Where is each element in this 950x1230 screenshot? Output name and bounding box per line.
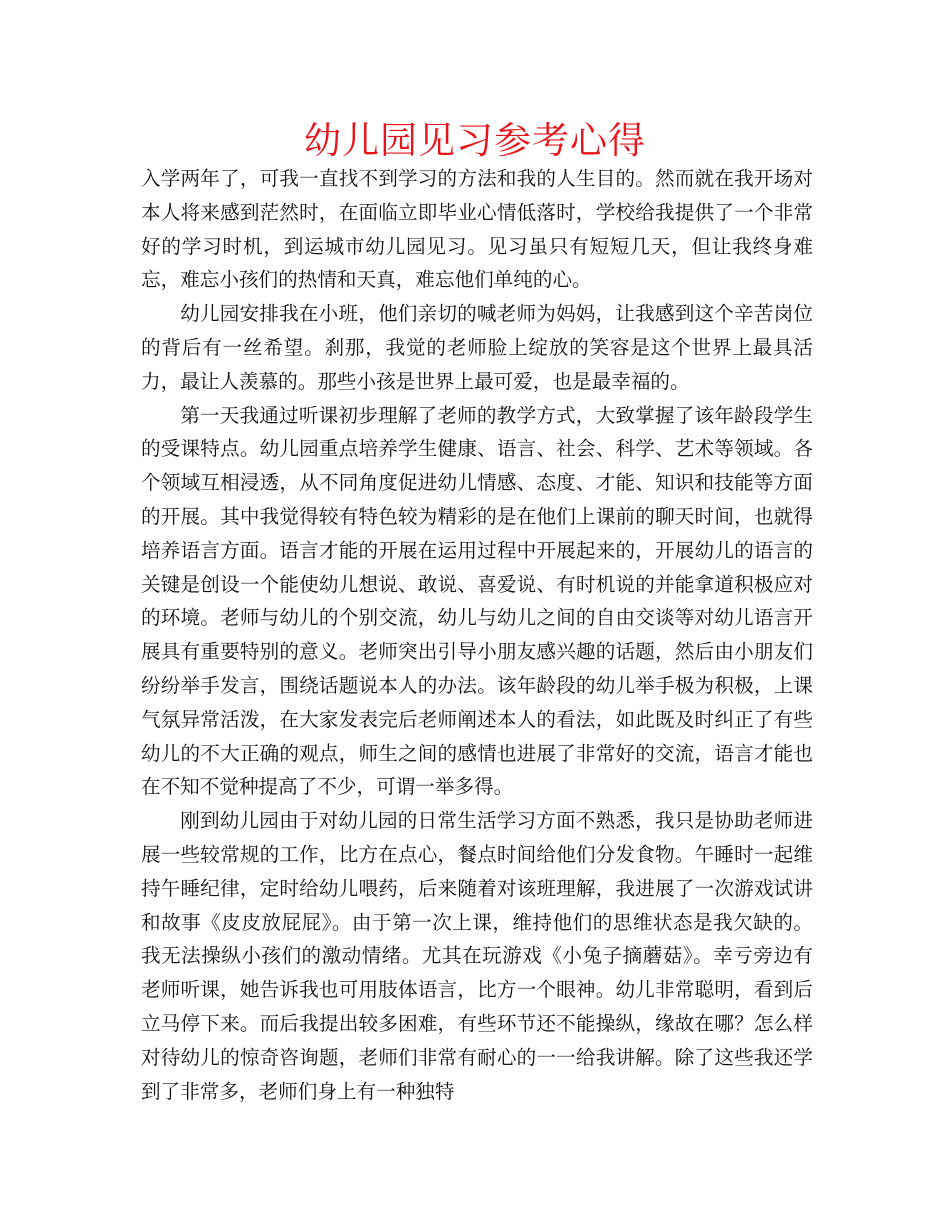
paragraph-3: 第一天我通过听课初步理解了老师的教学方式，大致掌握了该年龄段学生的受课特点。幼儿园重点培养学生健康、语言、社会、科学、艺术等领域。各个领域互相浸透，从不同角度促进幼儿情感、态度、才能、知识和技能等方面的开展。其中我觉得较有特色较为精彩的是在他们上课前的聊天时间，也就得培养语言方面。语言才能的开展在运用过程中开展起来的，开展幼儿的语言的关键是创设一个能使幼儿想说、敢说、喜爱说、有时机说的并能拿道积极应对的环境。老师与幼儿的个别交流，幼儿与幼儿之间的自由交谈等对幼儿语言开展具有重要特别的意义。老师突出引导小朋友感兴趣的话题，然后由小朋友们纷纷举手发言，围绕话题说本人的办法。该年龄段的幼儿举手极为积极，上课气氛异常活泼，在大家发表完后老师阐述本人的看法，如此既及时纠正了有些幼儿的不大正确的观点，师生之间的感情也进展了非常好的交流，语言才能也在不知不觉种提高了不少，可谓一举多得。 [141,403,813,799]
paragraph-4: 刚到幼儿园由于对幼儿园的日常生活学习方面不熟悉，我只是协助老师进展一些较常规的工作，比方在点心，餐点时间给他们分发食物。午睡时一起维持午睡纪律，定时给幼儿喂药，后来随着对该班理解，我进展了一次游戏试讲和故事《皮皮放屁屁》。由于第一次上课，维持他们的思维状态是我欠缺的。我无法操纵小孩们的激动情绪。尤其在玩游戏《小兔子摘蘑菇》。幸亏旁边有老师听课，她告诉我也可用肢体语言，比方一个眼神。幼儿非常聪明，看到后立马停下来。而后我提出较多困难，有些环节还不能操纵，缘故在哪？怎么样对待幼儿的惊奇咨询题，老师们非常有耐心的一一给我讲解。除了这些我还学到了非常多，老师们身上有一种独特 [141,809,813,1103]
paragraph-1: 入学两年了，可我一直找不到学习的方法和我的人生目的。然而就在我开场对本人将来感到茫然时，在面临立即毕业心情低落时，学校给我提供了一个非常好的学习时机，到运城市幼儿园见习。见习虽只有短短几天，但让我终身难忘，难忘小孩们的热情和天真，难忘他们单纯的心。 [141,167,813,292]
paragraph-2: 幼儿园安排我在小班，他们亲切的喊老师为妈妈，让我感到这个辛苦岗位的背后有一丝希望。刹那，我觉的老师脸上绽放的笑容是这个世界上最具活力，最让人羡慕的。那些小孩是世界上最可爱，也是最幸福的。 [141,302,813,393]
document-title: 幼儿园见习参考心得 [304,119,646,162]
document-body [141,162,813,1108]
